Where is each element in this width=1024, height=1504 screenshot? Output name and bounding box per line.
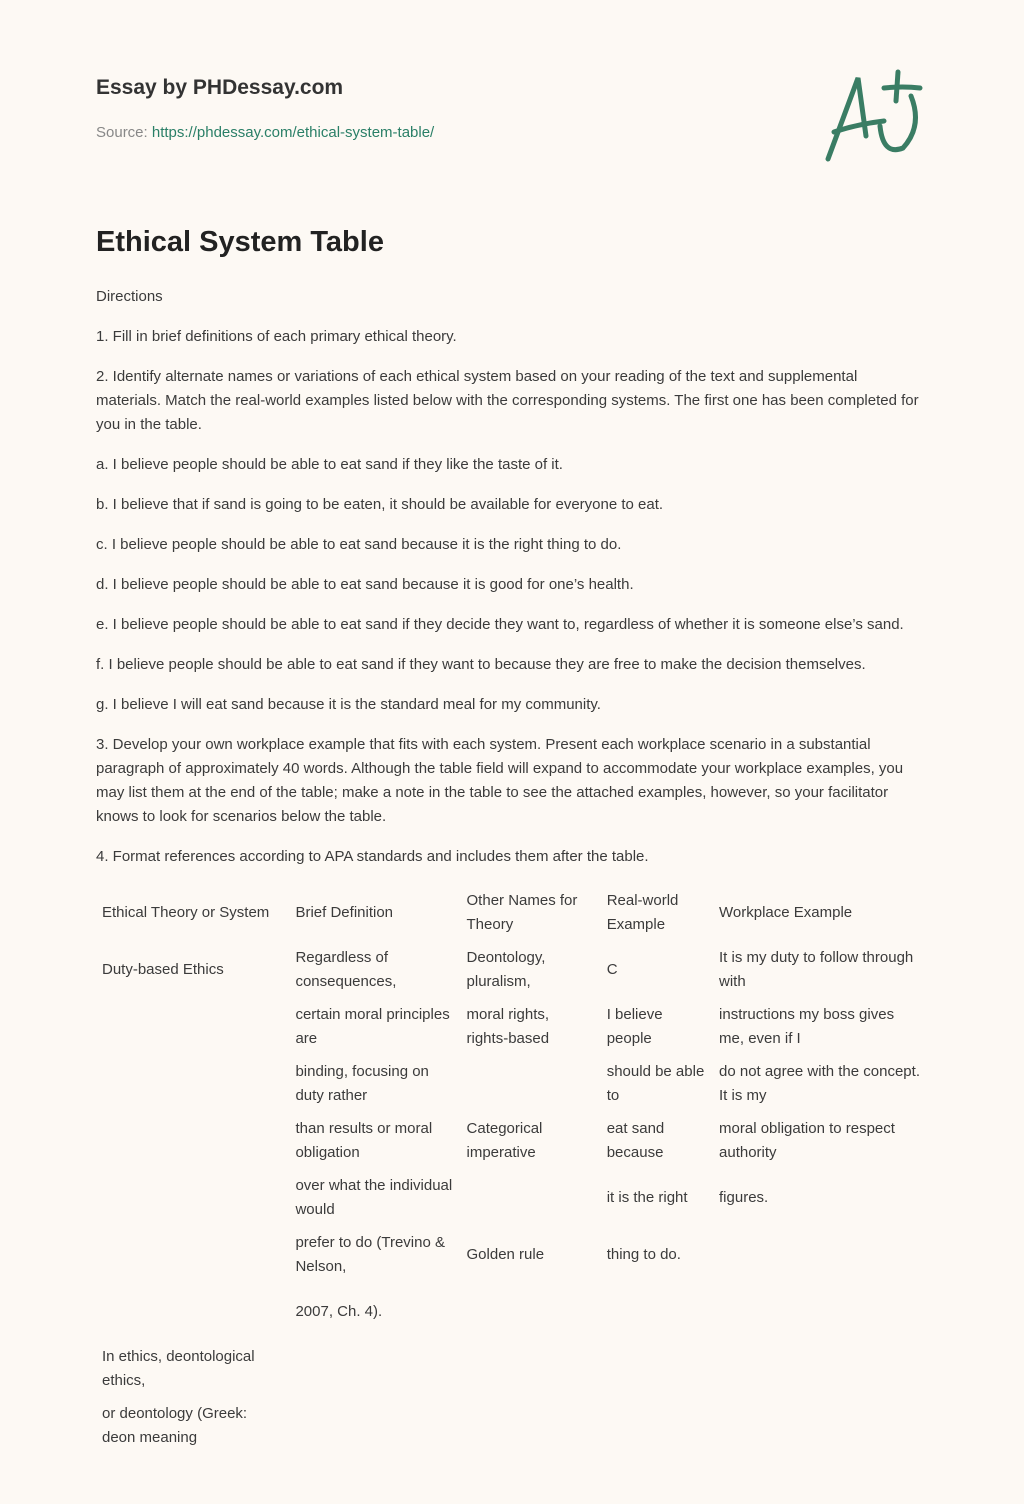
table-cell bbox=[289, 1341, 460, 1398]
table-cell bbox=[96, 1056, 289, 1113]
table-header-cell: Brief Definition bbox=[295, 904, 394, 921]
table-cell: 2007, Ch. 4). bbox=[295, 1303, 383, 1320]
paragraph: e. I believe people should be able to eat sand if they decide they want to, regardless of whether it is someone else’s sand. bbox=[96, 616, 904, 633]
table-cell bbox=[461, 1056, 601, 1113]
paragraph: 1. Fill in brief definitions of each primary ethical theory. bbox=[96, 328, 457, 345]
table-cell: thing to do. bbox=[606, 1246, 681, 1263]
table-cell bbox=[461, 1170, 601, 1227]
table-row bbox=[96, 999, 926, 1056]
table-cell: In ethics, deontological ethics, bbox=[102, 1348, 255, 1389]
table-header-cell: Other Names for Theory bbox=[466, 892, 578, 933]
table-cell bbox=[601, 1341, 713, 1398]
table-cell: do not agree with the concept. It is my bbox=[719, 1063, 920, 1104]
table-cell: than results or moral obligation bbox=[295, 1120, 433, 1161]
paragraph: 2. Identify alternate names or variations of each ethical system based on your reading of the text and supplemental materials. Match the real-world examples listed below with the corresponding systems. The first one has been completed for you in the table. bbox=[96, 368, 919, 433]
table-cell: certain moral principles are bbox=[295, 1006, 450, 1047]
table-row bbox=[96, 1284, 926, 1341]
paragraph: a. I believe people should be able to eat sand if they like the taste of it. bbox=[96, 456, 563, 473]
paragraph: d. I believe people should be able to eat sand because it is good for one’s health. bbox=[96, 576, 634, 593]
source-link[interactable]: https://phdessay.com/ethical-system-table/ bbox=[151, 124, 435, 141]
table-row bbox=[96, 1341, 926, 1398]
site-brand: Essay by PHDessay.com bbox=[96, 76, 344, 99]
table-cell: Golden rule bbox=[466, 1246, 545, 1263]
table-cell: binding, focusing on duty rather bbox=[295, 1063, 429, 1104]
table-cell: figures. bbox=[719, 1189, 769, 1206]
table-header-cell: Workplace Example bbox=[719, 904, 853, 921]
page-title: Ethical System Table bbox=[96, 226, 384, 258]
a-plus-logo-icon bbox=[818, 66, 928, 166]
table-cell: instructions my boss gives me, even if I bbox=[719, 1006, 895, 1047]
table-cell: Regardless of consequences, bbox=[295, 949, 397, 990]
table-cell bbox=[461, 1284, 601, 1341]
table-cell: or deontology (Greek: deon meaning bbox=[102, 1405, 248, 1446]
table-cell bbox=[461, 1341, 601, 1398]
table-row bbox=[96, 1227, 926, 1284]
table-cell bbox=[96, 1170, 289, 1227]
paragraph: g. I believe I will eat sand because it is the standard meal for my community. bbox=[96, 696, 601, 713]
table-cell: should be able to bbox=[606, 1063, 705, 1104]
table-header-row bbox=[96, 885, 926, 942]
table-cell bbox=[601, 1398, 713, 1455]
table-cell: moral obligation to respect authority bbox=[719, 1120, 895, 1161]
table-cell: Duty-based Ethics bbox=[102, 961, 224, 978]
table-cell bbox=[713, 1398, 926, 1455]
paragraph: Directions bbox=[96, 288, 163, 305]
ethical-system-table bbox=[96, 885, 926, 1455]
table-cell: Deontology, pluralism, bbox=[466, 949, 546, 990]
table-cell bbox=[96, 1284, 289, 1341]
paragraph: 4. Format references according to APA standards and includes them after the table. bbox=[96, 848, 649, 865]
table-cell: I believe people bbox=[606, 1006, 663, 1047]
table-row bbox=[96, 1170, 926, 1227]
table-cell bbox=[96, 1227, 289, 1284]
table-cell bbox=[96, 999, 289, 1056]
source-label: Source: bbox=[96, 124, 148, 141]
paragraph: 3. Develop your own workplace example that fits with each system. Present each workplace scenario in a substantial paragraph of approximately 40 words. Although the table field will expand to accommodate your workplace examples, you may list them at the end of the table; make a note in the table to see the attached examples, however, so your facilitator knows to look for scenarios below the table. bbox=[96, 736, 904, 825]
table-cell bbox=[96, 1113, 289, 1170]
table-cell: over what the individual would bbox=[295, 1177, 453, 1218]
table-cell: moral rights, rights-based bbox=[466, 1006, 550, 1047]
table-cell bbox=[713, 1341, 926, 1398]
paragraph: c. I believe people should be able to eat sand because it is the right thing to do. bbox=[96, 536, 622, 553]
table-cell: prefer to do (Trevino & Nelson, bbox=[295, 1234, 445, 1275]
table-cell: it is the right bbox=[606, 1189, 688, 1206]
table-cell bbox=[713, 1284, 926, 1341]
table-header-cell: Ethical Theory or System bbox=[102, 904, 270, 921]
paragraph: b. I believe that if sand is going to be eaten, it should be available for everyone to eat. bbox=[96, 496, 664, 513]
table-row bbox=[96, 1056, 926, 1113]
paragraph: f. I believe people should be able to eat sand if they want to because they are free to make the decision themselves. bbox=[96, 656, 866, 673]
table-cell: eat sand because bbox=[606, 1120, 665, 1161]
table-row bbox=[96, 942, 926, 999]
table-cell: Categorical imperative bbox=[466, 1120, 543, 1161]
table-row bbox=[96, 1398, 926, 1455]
source-line bbox=[96, 124, 434, 141]
table-cell bbox=[601, 1284, 713, 1341]
table-header-cell: Real-world Example bbox=[606, 892, 679, 933]
table-cell: C bbox=[606, 961, 618, 978]
table-row bbox=[96, 1113, 926, 1170]
table-cell bbox=[713, 1227, 926, 1284]
essay-body bbox=[96, 285, 926, 1455]
table-cell bbox=[289, 1398, 460, 1455]
table-cell: It is my duty to follow through with bbox=[719, 949, 914, 990]
table-cell bbox=[461, 1398, 601, 1455]
